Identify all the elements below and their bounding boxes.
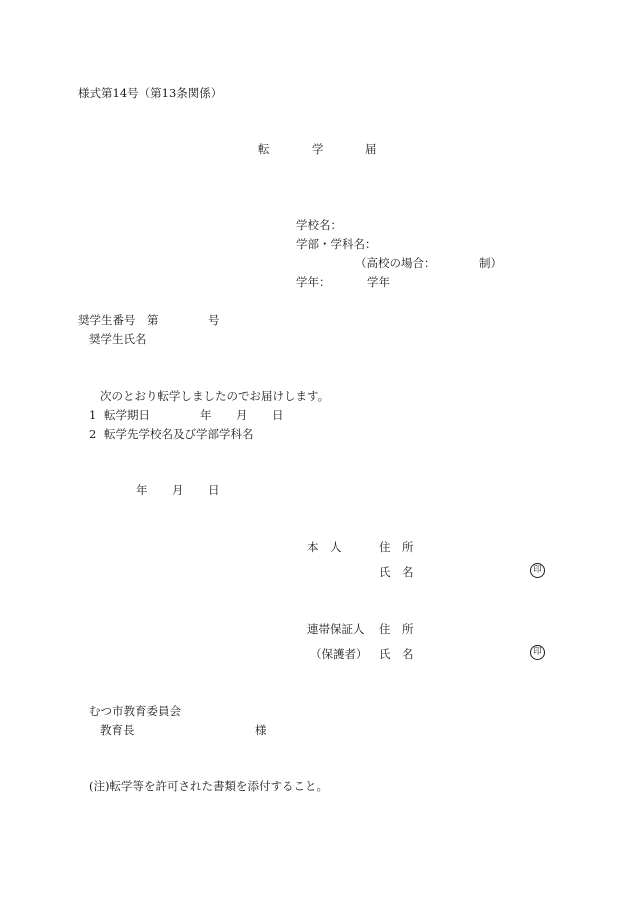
student-number-suffix: 号 (208, 313, 220, 327)
student-number-prefix: 第 (147, 313, 159, 327)
guarantor-label: 連帯保証人 (307, 622, 365, 636)
item2-label: 転学先学校名及び学部学科名 (104, 427, 254, 441)
high-school-suffix: 制） (479, 256, 502, 270)
date-year: 年 (136, 483, 148, 497)
applicant-self-label: 本 人 (307, 540, 342, 554)
title-char-2: 学 (312, 142, 324, 156)
intro-text: 次のとおり転学しましたのでお届けします。 (100, 389, 330, 403)
attachment-note: (注)転学等を許可された書類を添付すること。 (89, 779, 328, 793)
faculty-label: 学部・学科名： (296, 237, 377, 251)
item1-number: 1 (89, 408, 97, 422)
guarantor-sub-label: （保護者） (310, 647, 368, 661)
student-number-label: 奨学生番号 (78, 313, 136, 327)
applicant-name-label: 氏 名 (379, 565, 414, 579)
item1-day: 日 (272, 408, 284, 422)
date-day: 日 (208, 483, 220, 497)
date-month: 月 (172, 483, 184, 497)
guarantor-seal-icon: 印 (530, 645, 545, 660)
title-char-1: 転 (258, 142, 270, 156)
guarantor-address-label: 住 所 (379, 622, 414, 636)
applicant-seal-icon: 印 (530, 563, 545, 578)
title-char-3: 届 (365, 142, 377, 156)
recipient-org: むつ市教育委員会 (89, 704, 181, 718)
recipient-title: 教育長 (100, 723, 135, 737)
high-school-prefix: （高校の場合： (355, 256, 436, 270)
student-name-label: 奨学生氏名 (89, 332, 147, 346)
recipient-honorific: 様 (255, 723, 267, 737)
school-name-label: 学校名： (296, 218, 342, 232)
guarantor-name-label: 氏 名 (379, 647, 414, 661)
item1-month: 月 (236, 408, 248, 422)
item1-year: 年 (200, 408, 212, 422)
grade-label: 学年： (296, 275, 331, 289)
form-number: 様式第14号（第13条関係） (78, 86, 223, 100)
item2-number: 2 (89, 427, 97, 441)
item1-label: 転学期日 (104, 408, 150, 422)
grade-unit: 学年 (367, 275, 390, 289)
applicant-address-label: 住 所 (379, 540, 414, 554)
